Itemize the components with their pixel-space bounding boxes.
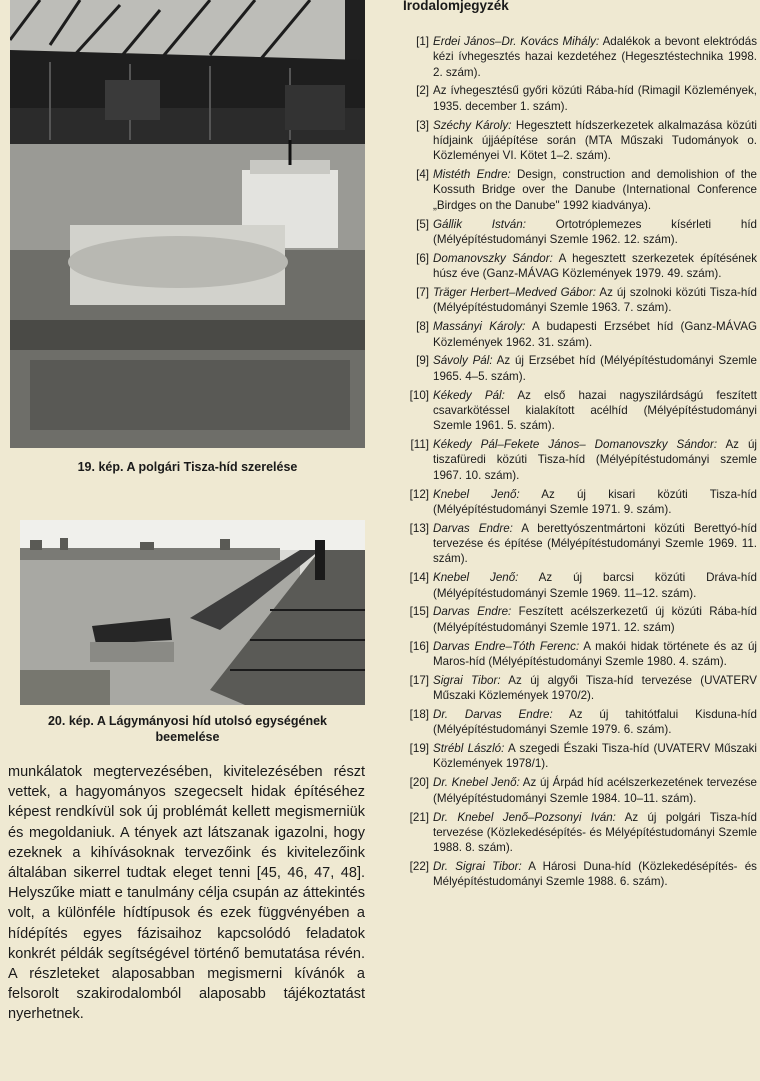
reference-number: [17] — [409, 673, 429, 687]
reference-number: [7] — [416, 286, 429, 300]
reference-number: [1] — [416, 35, 429, 48]
reference-text: Az új tiszafüredi közúti Tisza-híd (Mélyépítéstudományi szemle 1967. 10. szám). — [433, 438, 757, 482]
reference-item — [395, 118, 757, 164]
reference-text: A budapesti Erzsébet híd (Ganz-MÁVAG Közlemények 1962. 31. szám). — [433, 320, 757, 349]
figure-19-caption: 19. kép. A polgári Tisza-híd szerelése — [77, 460, 298, 474]
reference-number: [2] — [416, 84, 429, 98]
reference-author: Darvas Endre–Tóth Ferenc: — [433, 639, 580, 653]
reference-text: Az új algyői Tisza-híd tervezése (UVATERV Műszaki Közlemények 1970/2). — [433, 673, 757, 703]
reference-item — [395, 604, 757, 635]
reference-number: [13] — [409, 521, 429, 535]
reference-author: Dr. Darvas Endre: — [433, 707, 553, 721]
reference-author: Dr. Knebel Jenő: — [433, 776, 520, 790]
reference-number: [10] — [409, 388, 429, 402]
reference-number: [6] — [416, 251, 429, 265]
bridge-assembly-photo — [10, 0, 365, 448]
reference-author: Massányi Károly: — [433, 320, 526, 334]
reference-text: Az új Erzsébet híd (Mélyépítéstudományi Szemle 1965. 4–5. szám). — [433, 354, 757, 383]
figure-20-caption-line1: 20. kép. A Lágymányosi híd utolsó egységének — [47, 714, 328, 728]
reference-item — [395, 487, 757, 518]
reference-author: Széchy Károly: — [433, 118, 512, 132]
reference-author: Dr. Sigrai Tibor: — [433, 860, 522, 874]
reference-text: Az új kisari közúti Tisza-híd (Mélyépítéstudományi Szemle 1971. 9. szám). — [433, 487, 757, 516]
reference-number: [16] — [409, 639, 429, 653]
reference-item — [395, 319, 757, 350]
reference-item — [395, 83, 757, 114]
reference-item — [395, 251, 757, 282]
reference-author: Träger Herbert–Medved Gábor: — [433, 286, 597, 300]
reference-number: [14] — [409, 571, 429, 585]
reference-item — [395, 521, 757, 567]
reference-text: Az új szolnoki közúti Tisza-híd (Mélyépítéstudományi Szemle 1963. 7. szám). — [433, 286, 757, 315]
reference-number: [22] — [409, 860, 429, 874]
reference-author: Kékedy Pál: — [433, 388, 505, 402]
reference-item — [395, 217, 757, 248]
reference-number: [18] — [409, 707, 429, 721]
reference-author: Strébl László: — [433, 742, 505, 756]
reference-author: Darvas Endre: — [433, 521, 513, 535]
figure-20-caption-line2: beemelése — [155, 730, 220, 744]
reference-item — [395, 285, 757, 316]
reference-text: Az új polgári Tisza-híd tervezése (Közlekedésépítés- és Mélyépítéstudományi Szemle 1988. 8. szám). — [433, 810, 758, 855]
bridge-assembly-image — [10, 0, 365, 448]
references-list — [395, 34, 757, 893]
reference-text: A hegesztett szerkezetek építésének húsz éve (Ganz-MÁVAG Közlemények 1979. 49. szám). — [433, 251, 757, 281]
reference-item — [395, 34, 757, 80]
reference-number: [5] — [416, 217, 429, 231]
reference-text: Az új barcsi közúti Dráva-híd (Mélyépítéstudományi Szemle 1969. 11–12. szám). — [433, 571, 758, 600]
reference-author: Gállik István: — [433, 217, 526, 231]
reference-number: [12] — [409, 487, 429, 501]
reference-text: Az új tahitótfalui Kisduna-híd (Mélyépítéstudományi Szemle 1979. 6. szám). — [433, 707, 757, 737]
reference-author: Knebel Jenő: — [433, 487, 520, 501]
reference-author: Mistéth Endre: — [433, 168, 511, 182]
reference-number: [3] — [416, 118, 429, 132]
reference-number: [21] — [409, 810, 429, 824]
reference-text: A Hárosi Duna-híd (Közlekedésépítés- és Mélyépítéstudományi Szemle 1988. 6. szám). — [433, 860, 757, 889]
reference-item — [395, 673, 757, 704]
reference-text: Adalékok a bevont elektródás kézi ívhegesztés hazai kezdetéhez (Hegesztéstechnika 1998. 2. szám). — [433, 35, 758, 79]
reference-text: Design, construction and demolishion of the Kossuth Bridge over the Danube (International Conference „Birdges on the Danube" 1992 kiadványa). — [433, 168, 757, 212]
reference-text: Feszített acélszerkezetű új közúti Rába-híd (Mélyépítéstudományi Szemle 1971. 12. szám) — [433, 605, 757, 634]
reference-number: [19] — [409, 742, 429, 756]
reference-author: Knebel Jenő: — [433, 571, 519, 585]
reference-number: [9] — [416, 354, 429, 368]
reference-text: Hegesztett hídszerkezetek alkalmazása közúti hídjaink újjáépítése során (MTA Műszaki Tudományok o. Közleményei VI. Kötet 1–2. szám). — [433, 118, 757, 163]
reference-author: Sigrai Tibor: — [433, 673, 501, 687]
reference-item — [395, 167, 757, 213]
reference-item — [395, 741, 757, 772]
reference-author: Erdei János–Dr. Kovács Mihály: — [433, 35, 600, 48]
reference-author: Domanovszky Sándor: — [433, 251, 553, 265]
reference-number: [20] — [409, 776, 429, 790]
reference-item — [395, 570, 757, 601]
body-paragraph: munkálatok megtervezésében, kivitelezésében részt vettek, a hagyományos szegecselt hidak építéséhez képest rendkívül sok új problémát kellett megismerniük és megoldaniuk. A tények azt látszanak igazolni, hogy ezeknek a kihívásoknak tervezőink és kivitelezőink általában sikerrel tudtak eleget tenni [45, 46, 47, 48]. Helyszűke miatt e tanulmány célja csupán az áttekintés volt, a különféle hídtípusok és ezek függvényében a hídépítés egyes fázisaihoz kapcsolódó feladatok konkrét példák segítségével történő bemutatása révén. A részleteket alaposabban megismerni kívánók a felsorolt szakirodalomból alaposabb tájékoztatást nyerhetnek. — [8, 764, 365, 1023]
reference-item — [395, 639, 757, 670]
reference-author: Kékedy Pál–Fekete János– Domanovszky Sándor: — [433, 438, 718, 452]
left-column — [0, 0, 372, 1081]
reference-author: Dr. Knebel Jenő–Pozsonyi Iván: — [433, 810, 616, 824]
reference-text: Ortotróplemezes kísérleti híd (Mélyépítéstudományi Szemle 1962. 12. szám). — [433, 217, 757, 246]
reference-item — [395, 353, 757, 384]
reference-number: [4] — [416, 168, 429, 182]
reference-author: Darvas Endre: — [433, 605, 512, 619]
bridge-lifting-photo — [20, 520, 365, 705]
reference-author: Sávoly Pál: — [433, 354, 493, 368]
references-heading: Irodalomjegyzék — [403, 0, 509, 13]
reference-text: Az ívhegesztésű győri közúti Rába-híd (Rimagil Közlemények, 1935. december 1. szám). — [433, 84, 757, 113]
reference-number: [8] — [416, 320, 429, 334]
reference-number: [11] — [410, 438, 429, 452]
reference-number: [15] — [409, 605, 429, 619]
reference-item — [395, 859, 757, 890]
reference-item — [395, 775, 757, 806]
reference-text: A szegedi Északi Tisza-híd (UVATERV Műszaki Közlemények 1978/1). — [433, 742, 757, 771]
reference-item — [395, 707, 757, 738]
reference-text: Az új Árpád híd acélszerkezetének tervezése (Mélyépítéstudományi Szemle 1984. 10–11. szám). — [433, 776, 757, 805]
reference-item — [395, 388, 757, 434]
reference-text: Az első hazai nagyszilárdságú feszített csavarkötéssel kialakított acélhíd (Mélyépítéstudományi Szemle 1961. 5. szám). — [433, 388, 758, 433]
reference-text: A makói hidak története és az új Maros-híd (Mélyépítéstudományi Szemle 1980. 4. szám). — [433, 639, 757, 668]
bridge-lifting-image — [20, 520, 365, 705]
figure-20-caption — [10, 713, 365, 745]
reference-item — [395, 437, 757, 483]
reference-item — [395, 810, 757, 856]
reference-text: A berettyószentmártoni közúti Berettyó-híd tervezése és építése (Mélyépítéstudományi Szemle 1969. 11. szám). — [433, 521, 757, 566]
references-column — [395, 0, 757, 1081]
